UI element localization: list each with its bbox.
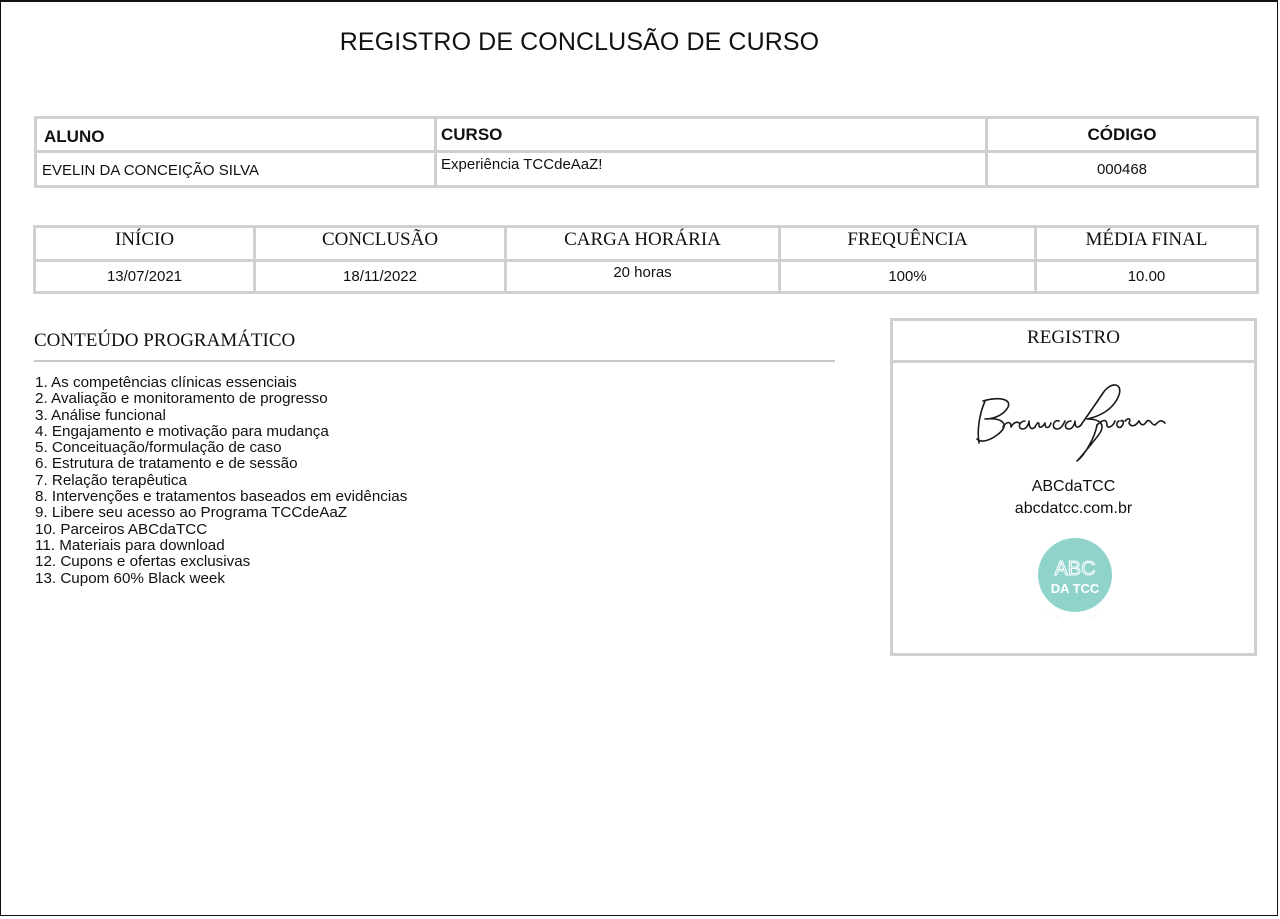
list-item: 10. Parceiros ABCdaTCC — [35, 520, 208, 538]
table-row — [36, 152, 1258, 187]
inicio-value: 13/07/2021 — [35, 261, 255, 293]
carga-horaria-header: CARGA HORÁRIA — [506, 227, 780, 261]
abc-da-tcc-logo — [1033, 535, 1117, 619]
list-item: 13. Cupom 60% Black week — [35, 569, 225, 587]
org-name: ABCdaTCC — [1031, 478, 1116, 495]
course-info-table — [33, 225, 1259, 294]
codigo-value: 000468 — [987, 152, 1258, 187]
frequencia-value: 100% — [780, 261, 1036, 293]
list-item: 1. As competências clínicas essenciais — [35, 374, 297, 391]
section-divider — [34, 360, 835, 362]
curso-value: Experiência TCCdeAaZ! — [436, 152, 987, 187]
content-section-title: CONTEÚDO PROGRAMÁTICO — [34, 330, 296, 351]
registro-box — [890, 318, 1257, 656]
table-row — [36, 118, 1258, 152]
list-item: 9. Libere seu acesso ao Programa TCCdeAaZ — [35, 504, 348, 522]
list-item: 11. Materiais para download — [35, 536, 225, 554]
signature-image — [973, 375, 1173, 465]
list-item: 5. Conceituação/formulação de caso — [35, 439, 282, 457]
conclusao-value: 18/11/2022 — [255, 261, 506, 293]
list-item: 6. Estrutura de tratamento e de sessão — [35, 455, 298, 473]
table-row — [35, 227, 1258, 261]
codigo-header: CÓDIGO — [987, 118, 1258, 152]
content-list — [35, 375, 407, 587]
list-item: 8. Intervenções e tratamentos baseados em evidências — [35, 488, 408, 506]
table-row — [35, 261, 1258, 293]
svg-text:DA TCC: DA TCC — [1050, 581, 1100, 596]
carga-horaria-value: 20 horas — [506, 261, 780, 293]
frequencia-header: FREQUÊNCIA — [780, 227, 1036, 261]
list-item: 7. Relação terapêutica — [35, 471, 187, 489]
student-table — [34, 116, 1259, 188]
list-item: 3. Análise funcional — [35, 406, 166, 424]
registro-title: REGISTRO — [893, 321, 1254, 363]
svg-text:ABC: ABC — [1054, 558, 1096, 580]
list-item: 2. Avaliação e monitoramento de progresso — [35, 390, 328, 408]
list-item: 4. Engajamento e motivação para mudança — [35, 422, 329, 440]
media-final-value: 10.00 — [1036, 261, 1258, 293]
aluno-value: EVELIN DA CONCEIÇÃO SILVA — [36, 152, 436, 187]
page-title: REGISTRO DE CONCLUSÃO DE CURSO — [339, 28, 820, 56]
media-final-header: MÉDIA FINAL — [1036, 227, 1258, 261]
aluno-header: ALUNO — [36, 118, 436, 152]
list-item: 12. Cupons e ofertas exclusivas — [35, 553, 251, 571]
conclusao-header: CONCLUSÃO — [255, 227, 506, 261]
org-website: abcdatcc.com.br — [1014, 500, 1133, 517]
inicio-header: INÍCIO — [35, 227, 255, 261]
curso-header: CURSO — [436, 118, 987, 152]
